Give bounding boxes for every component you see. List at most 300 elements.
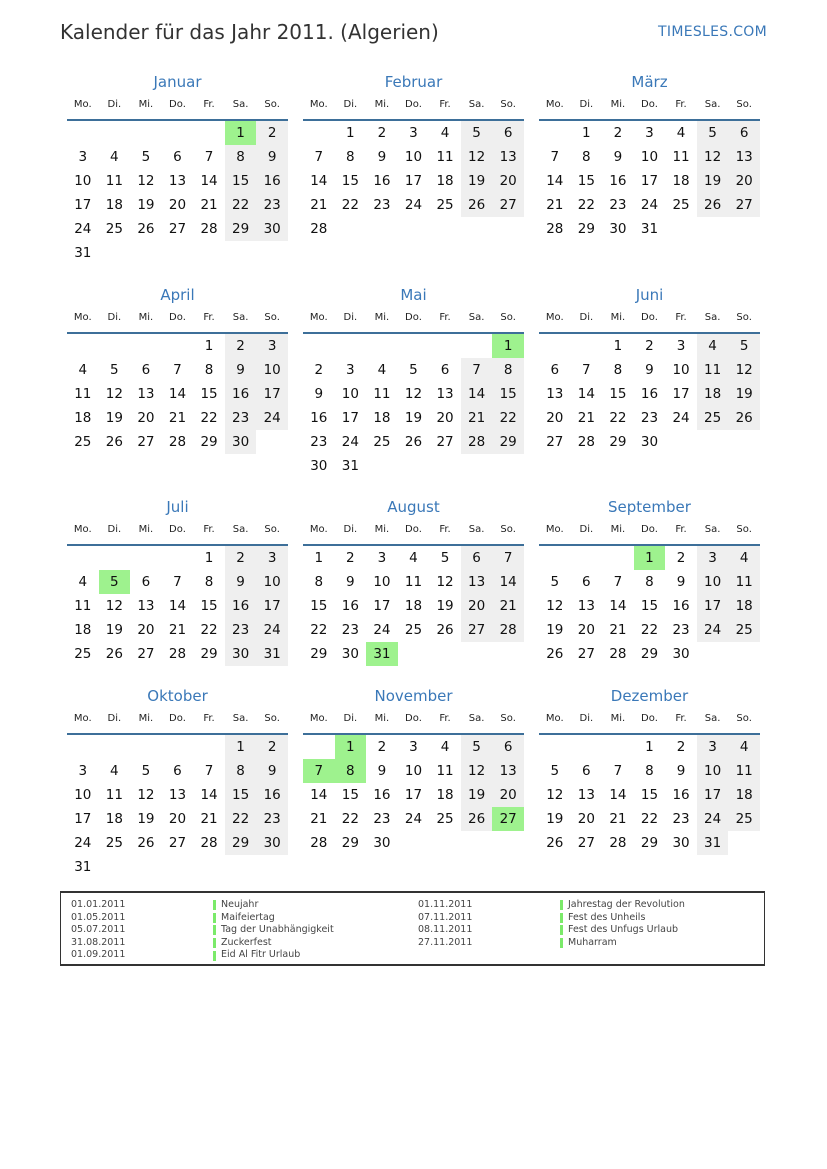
weekday-label: So. [264, 312, 280, 323]
weekday-label: Sa. [468, 713, 485, 724]
month-days [303, 735, 524, 855]
empty-day-cell [571, 735, 603, 759]
day-cell: 24 [74, 835, 92, 851]
day-cell: 8 [645, 574, 654, 590]
legend-holiday-name: Muharram [568, 936, 617, 948]
day-cell: 16 [640, 386, 659, 402]
month-februar [303, 71, 524, 241]
day-cell: 8 [645, 763, 654, 779]
week-row [67, 406, 288, 430]
month-name: Oktober [147, 687, 208, 705]
holiday-color-marker [213, 900, 216, 910]
day-cell: 27 [546, 434, 564, 450]
weekday-header [67, 306, 288, 334]
weekday-label: Mi. [610, 524, 626, 535]
day-cell: 14 [310, 787, 328, 803]
empty-day-cell [225, 241, 257, 265]
weekday-label: So. [264, 524, 280, 535]
week-row [67, 121, 288, 145]
day-cell: 23 [373, 811, 391, 827]
day-cell: 26 [546, 835, 564, 851]
day-cell: 12 [137, 787, 155, 803]
day-cell: 4 [110, 763, 119, 779]
month-januar [67, 71, 288, 265]
legend-item [71, 912, 334, 925]
day-cell: 15 [577, 173, 595, 189]
day-cell: 23 [373, 197, 391, 213]
weekday-label: Do. [405, 312, 422, 323]
weekday-label: Di. [343, 524, 358, 535]
month-juni [539, 284, 760, 454]
weekday-label: Mi. [374, 99, 390, 110]
day-cell: 23 [256, 193, 288, 217]
day-cell: 19 [137, 197, 155, 213]
day-cell: 31 [640, 221, 659, 237]
holiday-day-cell: 5 [99, 570, 131, 594]
day-cell: 3 [346, 362, 355, 378]
day-cell: 31 [697, 831, 729, 855]
weekday-label: Mi. [374, 312, 390, 323]
empty-day-cell [335, 217, 367, 241]
day-cell: 16 [609, 173, 627, 189]
day-cell: 1 [314, 550, 324, 566]
day-cell: 22 [640, 811, 659, 827]
day-cell: 15 [640, 598, 659, 614]
day-cell: 7 [461, 358, 493, 382]
week-row [67, 807, 288, 831]
empty-day-cell [539, 334, 571, 358]
week-row [67, 193, 288, 217]
day-cell: 23 [310, 434, 328, 450]
weekday-label: Mi. [138, 524, 154, 535]
empty-day-cell [366, 334, 398, 358]
day-cell: 13 [577, 598, 595, 614]
day-cell: 25 [105, 835, 123, 851]
weekday-label: Fr. [439, 99, 451, 110]
empty-day-cell [461, 217, 493, 241]
day-cell: 13 [728, 145, 760, 169]
day-cell: 28 [461, 430, 493, 454]
day-cell: 28 [492, 618, 524, 642]
day-cell: 13 [492, 759, 524, 783]
day-cell: 13 [137, 598, 155, 614]
weekday-label: Di. [107, 99, 122, 110]
day-cell: 25 [697, 406, 729, 430]
weekday-label: Do. [641, 99, 658, 110]
month-days [67, 121, 288, 265]
day-cell: 24 [404, 811, 423, 827]
day-cell: 7 [582, 362, 591, 378]
day-cell: 1 [582, 125, 591, 141]
day-cell: 26 [461, 193, 493, 217]
day-cell: 10 [672, 362, 690, 378]
legend-date: 31.08.2011 [71, 936, 126, 948]
week-row [303, 570, 524, 594]
day-cell: 6 [141, 574, 151, 590]
day-cell: 12 [105, 598, 123, 614]
legend-date: 07.11.2011 [418, 911, 473, 923]
day-cell: 24 [697, 807, 729, 831]
weekday-label: Do. [641, 524, 658, 535]
day-cell: 9 [225, 358, 257, 382]
empty-day-cell [539, 121, 571, 145]
day-cell: 8 [613, 362, 623, 378]
empty-day-cell [429, 334, 461, 358]
month-days [303, 121, 524, 241]
month-name: August [387, 498, 440, 516]
weekday-label: Mo. [73, 312, 92, 323]
week-row [303, 454, 524, 478]
legend-holiday-name: Fest des Unfugs Urlaub [568, 924, 679, 936]
day-cell: 15 [200, 386, 218, 402]
day-cell: 20 [577, 622, 595, 638]
empty-day-cell [398, 217, 430, 241]
empty-day-cell [461, 454, 493, 478]
holiday-day-cell: 1 [492, 334, 524, 358]
day-cell: 10 [74, 173, 92, 189]
week-row [539, 618, 760, 642]
day-cell: 15 [310, 598, 328, 614]
day-cell: 11 [728, 759, 760, 783]
day-cell: 26 [105, 434, 123, 450]
weekday-label: Mo. [73, 713, 92, 724]
day-cell: 10 [256, 570, 288, 594]
day-cell: 16 [672, 598, 690, 614]
day-cell: 8 [314, 574, 324, 590]
empty-day-cell [225, 855, 257, 879]
legend-item [418, 937, 685, 950]
day-cell: 26 [137, 221, 155, 237]
day-cell: 30 [310, 458, 328, 474]
day-cell: 23 [256, 807, 288, 831]
legend-item [71, 949, 334, 962]
month-name: Juli [166, 498, 189, 516]
day-cell: 4 [728, 735, 760, 759]
day-cell: 27 [137, 646, 155, 662]
weekday-label: Mo. [309, 312, 328, 323]
day-cell: 25 [672, 197, 690, 213]
day-cell: 10 [404, 149, 423, 165]
weekday-label: Di. [343, 99, 358, 110]
day-cell: 28 [310, 221, 328, 237]
day-cell: 8 [225, 145, 257, 169]
day-cell: 23 [672, 622, 690, 638]
day-cell: 12 [404, 386, 423, 402]
day-cell: 27 [168, 221, 187, 237]
day-cell: 6 [173, 763, 182, 779]
week-row [539, 121, 760, 145]
day-cell: 2 [225, 546, 257, 570]
day-cell: 26 [137, 835, 155, 851]
week-row [539, 546, 760, 570]
day-cell: 18 [105, 811, 123, 827]
week-row [539, 358, 760, 382]
empty-day-cell [130, 241, 162, 265]
day-cell: 9 [377, 149, 387, 165]
day-cell: 20 [461, 594, 493, 618]
day-cell: 6 [582, 763, 591, 779]
month-name: Januar [153, 73, 202, 91]
day-cell: 4 [440, 125, 450, 141]
weekday-header [303, 707, 524, 735]
day-cell: 16 [672, 787, 690, 803]
empty-day-cell [602, 735, 634, 759]
legend-item [418, 924, 685, 937]
week-row [539, 193, 760, 217]
day-cell: 31 [256, 642, 288, 666]
day-cell: 18 [728, 594, 760, 618]
month-name: Februar [384, 73, 443, 91]
week-row [67, 783, 288, 807]
weekday-label: Fr. [675, 312, 687, 323]
empty-day-cell [398, 831, 430, 855]
day-cell: 14 [609, 787, 627, 803]
weekday-header [303, 306, 524, 334]
day-cell: 14 [200, 173, 218, 189]
day-cell: 23 [609, 197, 627, 213]
week-row [303, 783, 524, 807]
brand-link[interactable]: TIMESLES.COM [658, 24, 767, 40]
weekday-label: Do. [169, 99, 186, 110]
day-cell: 9 [314, 386, 324, 402]
weekday-header [67, 707, 288, 735]
day-cell: 24 [672, 410, 690, 426]
day-cell: 4 [728, 546, 760, 570]
week-row [67, 169, 288, 193]
day-cell: 18 [436, 173, 454, 189]
weekday-label: Fr. [203, 99, 215, 110]
weekday-label: So. [264, 99, 280, 110]
weekday-label: Fr. [439, 713, 451, 724]
weekday-label: Fr. [675, 713, 687, 724]
weekday-label: So. [736, 524, 752, 535]
day-cell: 29 [341, 835, 359, 851]
day-cell: 9 [613, 149, 623, 165]
day-cell: 15 [640, 787, 659, 803]
day-cell: 5 [409, 362, 418, 378]
day-cell: 19 [461, 783, 493, 807]
legend-item [71, 899, 334, 912]
day-cell: 17 [341, 410, 359, 426]
day-cell: 7 [550, 149, 560, 165]
empty-day-cell [67, 546, 99, 570]
month-september [539, 496, 760, 666]
weekday-label: So. [736, 713, 752, 724]
day-cell: 25 [728, 618, 760, 642]
day-cell: 21 [310, 197, 328, 213]
week-row [303, 169, 524, 193]
day-cell: 30 [341, 646, 359, 662]
weekday-label: Mo. [309, 524, 328, 535]
day-cell: 6 [728, 121, 760, 145]
month-days [303, 546, 524, 666]
weekday-label: Di. [343, 713, 358, 724]
weekday-header [539, 306, 760, 334]
week-row [67, 382, 288, 406]
weekday-label: Mi. [610, 99, 626, 110]
day-cell: 28 [609, 646, 627, 662]
weekday-label: Mi. [374, 713, 390, 724]
day-cell: 27 [492, 193, 524, 217]
day-cell: 8 [346, 149, 355, 165]
empty-day-cell [67, 735, 99, 759]
day-cell: 8 [204, 362, 214, 378]
day-cell: 17 [697, 594, 729, 618]
day-cell: 24 [341, 434, 359, 450]
day-cell: 8 [582, 149, 591, 165]
month-name: November [374, 687, 453, 705]
week-row [303, 831, 524, 855]
weekday-label: Mo. [545, 713, 564, 724]
day-cell: 25 [74, 434, 92, 450]
week-row [303, 735, 524, 759]
day-cell: 24 [640, 197, 659, 213]
weekday-label: Di. [579, 99, 594, 110]
day-cell: 2 [645, 338, 654, 354]
weekday-label: Do. [405, 99, 422, 110]
day-cell: 20 [137, 622, 155, 638]
day-cell: 4 [377, 362, 387, 378]
empty-day-cell [539, 546, 571, 570]
day-cell: 12 [137, 173, 155, 189]
day-cell: 26 [728, 406, 760, 430]
holiday-color-marker [213, 951, 216, 961]
empty-day-cell [162, 334, 194, 358]
day-cell: 2 [225, 334, 257, 358]
holiday-day-cell: 8 [335, 759, 367, 783]
day-cell: 31 [74, 245, 92, 261]
week-row [67, 735, 288, 759]
day-cell: 4 [78, 362, 88, 378]
page-title: Kalender für das Jahr 2011. (Algerien) [60, 20, 439, 44]
day-cell: 11 [74, 386, 92, 402]
week-row [303, 121, 524, 145]
day-cell: 6 [492, 735, 524, 759]
week-row [539, 406, 760, 430]
weekday-label: Sa. [232, 524, 249, 535]
empty-day-cell [728, 642, 760, 666]
day-cell: 24 [256, 406, 288, 430]
day-cell: 1 [613, 338, 623, 354]
month-dezember [539, 685, 760, 855]
day-cell: 8 [492, 358, 524, 382]
empty-day-cell [366, 217, 398, 241]
month-name: Juni [635, 286, 664, 304]
day-cell: 22 [200, 410, 218, 426]
day-cell: 21 [200, 811, 218, 827]
weekday-header [539, 518, 760, 546]
empty-day-cell [162, 735, 194, 759]
empty-day-cell [429, 454, 461, 478]
day-cell: 16 [256, 169, 288, 193]
month-name: April [160, 286, 195, 304]
week-row [303, 358, 524, 382]
weekday-label: Do. [169, 312, 186, 323]
empty-day-cell [303, 334, 335, 358]
legend-holiday-name: Tag der Unabhängigkeit [221, 924, 334, 936]
day-cell: 17 [373, 598, 391, 614]
weekday-label: Do. [405, 524, 422, 535]
week-row [539, 570, 760, 594]
day-cell: 10 [697, 570, 729, 594]
week-row [67, 642, 288, 666]
month-days [67, 735, 288, 879]
holiday-day-cell: 1 [225, 121, 257, 145]
day-cell: 2 [377, 739, 387, 755]
weekday-label: So. [500, 713, 516, 724]
empty-day-cell [492, 217, 524, 241]
week-row [67, 759, 288, 783]
empty-day-cell [697, 430, 729, 454]
holiday-color-marker [560, 900, 563, 910]
legend-date: 01.01.2011 [71, 899, 126, 910]
week-row [539, 783, 760, 807]
empty-day-cell [99, 546, 131, 570]
day-cell: 12 [461, 145, 493, 169]
day-cell: 24 [74, 221, 92, 237]
empty-day-cell [461, 334, 493, 358]
week-row [539, 759, 760, 783]
day-cell: 3 [645, 125, 654, 141]
day-cell: 9 [377, 763, 387, 779]
empty-day-cell [130, 546, 162, 570]
empty-day-cell [539, 735, 571, 759]
day-cell: 9 [676, 574, 686, 590]
week-row [67, 241, 288, 265]
day-cell: 11 [697, 358, 729, 382]
day-cell: 10 [341, 386, 359, 402]
weekday-label: Sa. [232, 99, 249, 110]
day-cell: 23 [640, 410, 659, 426]
weekday-label: Mi. [138, 99, 154, 110]
week-row [67, 855, 288, 879]
weekday-label: Fr. [203, 312, 215, 323]
week-row [303, 618, 524, 642]
weekday-label: Di. [107, 713, 122, 724]
week-row [67, 145, 288, 169]
day-cell: 28 [310, 835, 328, 851]
month-days [67, 334, 288, 454]
day-cell: 4 [440, 739, 450, 755]
day-cell: 21 [200, 197, 218, 213]
week-row [67, 594, 288, 618]
holiday-color-marker [560, 938, 563, 948]
weekday-label: Do. [405, 713, 422, 724]
day-cell: 30 [373, 835, 391, 851]
day-cell: 14 [577, 386, 595, 402]
week-row [303, 382, 524, 406]
month-days [539, 546, 760, 666]
legend-item [71, 924, 334, 937]
week-row [67, 358, 288, 382]
week-row [67, 217, 288, 241]
day-cell: 18 [74, 410, 92, 426]
empty-day-cell [130, 334, 162, 358]
day-cell: 21 [609, 622, 627, 638]
day-cell: 2 [676, 739, 686, 755]
day-cell: 12 [546, 598, 564, 614]
day-cell: 19 [546, 811, 564, 827]
day-cell: 17 [404, 787, 423, 803]
day-cell: 7 [613, 763, 623, 779]
day-cell: 6 [492, 121, 524, 145]
month-april [67, 284, 288, 454]
day-cell: 12 [436, 574, 454, 590]
weekday-label: Di. [107, 312, 122, 323]
day-cell: 16 [373, 173, 391, 189]
week-row [303, 406, 524, 430]
weekday-header [303, 518, 524, 546]
